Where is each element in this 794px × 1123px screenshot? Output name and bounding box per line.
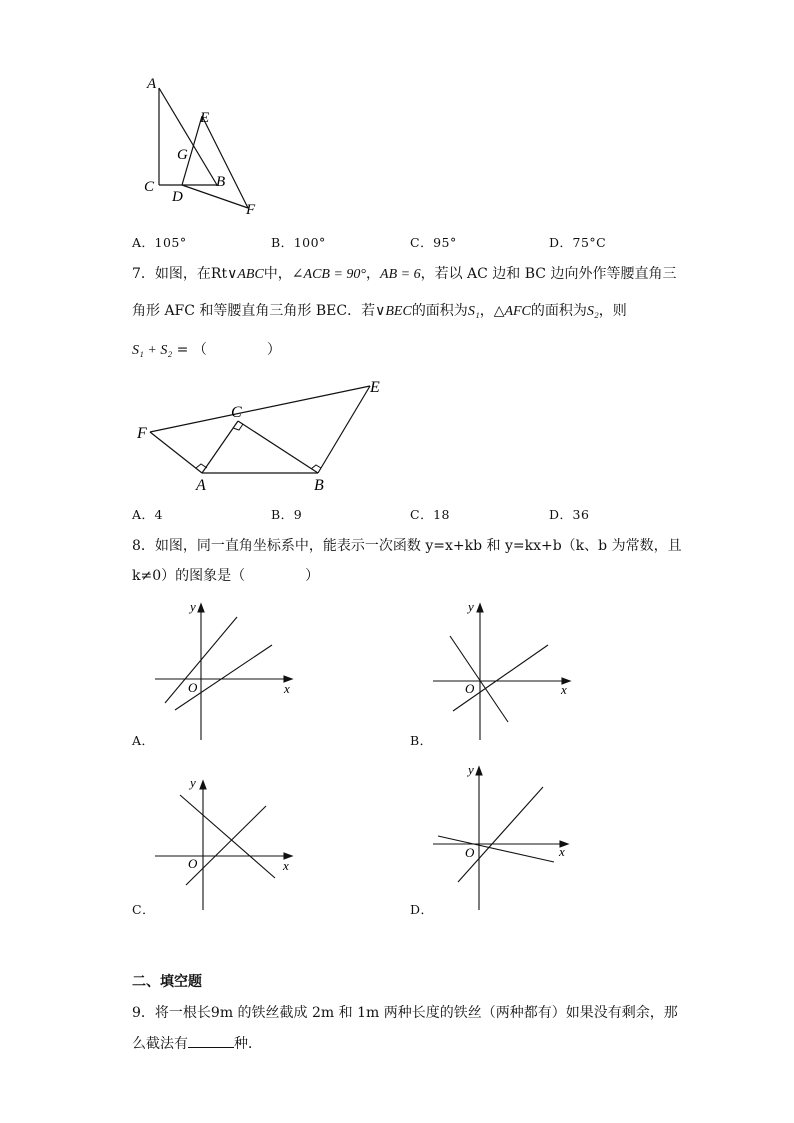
y-label: y bbox=[468, 762, 474, 777]
x-label: x bbox=[283, 858, 289, 873]
section-heading: 二、填空题 bbox=[132, 974, 202, 990]
q8-option-c-label: C． bbox=[132, 902, 156, 917]
q7-stem-line3: S₁ + S₂ = （ ） bbox=[132, 342, 281, 358]
label-e: E bbox=[200, 110, 210, 126]
label-d: D bbox=[172, 189, 183, 205]
right-angle-mark-a bbox=[196, 464, 207, 468]
label-f: F bbox=[137, 425, 147, 442]
origin-label: O bbox=[188, 856, 198, 871]
label-b: B bbox=[216, 174, 226, 190]
q7-stem-line1: 7．如图，在Rt∨ABC中，∠ACB = 90°，AB = 6，若以 AC 边和 BC 边向外作等腰直角三 bbox=[132, 266, 677, 282]
label-a: A bbox=[147, 76, 157, 92]
x-label: x bbox=[561, 682, 567, 697]
q8-graph-a bbox=[150, 595, 300, 745]
q8-graph-c bbox=[150, 770, 300, 915]
right-angle-mark-b bbox=[311, 465, 321, 469]
q6-option-b: B．100° bbox=[271, 235, 326, 250]
origin-label: O bbox=[465, 681, 475, 696]
q6-figure bbox=[130, 70, 270, 220]
q6-option-c: C．95° bbox=[410, 235, 457, 250]
label-b: B bbox=[314, 477, 324, 494]
origin-label: O bbox=[188, 680, 198, 695]
label-f: F bbox=[246, 202, 256, 218]
label-c: C bbox=[231, 404, 242, 421]
segment-be bbox=[318, 386, 370, 473]
label-a: A bbox=[196, 477, 206, 494]
q7-stem-line2: 角形 AFC 和等腰直角三角形 BEC．若∨BEC的面积为S₁，△AFC的面积为S₂，则 bbox=[132, 303, 627, 319]
label-g: G bbox=[177, 147, 188, 163]
q7-option-c: C．18 bbox=[410, 507, 450, 522]
y-axis-arrow bbox=[477, 604, 483, 612]
origin-label: O bbox=[465, 845, 475, 860]
q9-stem-line1: 9．将一根长9m 的铁丝截成 2m 和 1m 两种长度的铁丝（两种都有）如果没有剩余，那 bbox=[132, 1005, 678, 1021]
q7-option-d: D．36 bbox=[549, 507, 590, 522]
y-axis-arrow bbox=[200, 781, 206, 789]
line-1 bbox=[458, 787, 543, 882]
q8-option-d-label: D． bbox=[410, 902, 434, 917]
q6-option-a: A．105° bbox=[132, 235, 187, 250]
line-2 bbox=[453, 645, 548, 711]
line-2 bbox=[186, 806, 266, 885]
segment-cb bbox=[238, 421, 318, 473]
segment-fa bbox=[150, 432, 202, 473]
line-2 bbox=[175, 645, 272, 710]
q8-stem-line2: k≠0）的图象是（ ） bbox=[132, 568, 320, 584]
x-label: x bbox=[284, 681, 290, 696]
segment-ab bbox=[159, 88, 217, 185]
q8-graph-d bbox=[428, 760, 578, 915]
q6-option-d: D．75°C bbox=[549, 235, 607, 250]
segment-fe bbox=[150, 386, 370, 432]
q7-option-b: B．9 bbox=[271, 507, 303, 522]
answer-blank[interactable] bbox=[188, 1033, 234, 1048]
y-axis-arrow bbox=[476, 767, 482, 775]
q8-option-b-label: B． bbox=[410, 733, 433, 748]
y-label: y bbox=[190, 599, 196, 614]
y-label: y bbox=[468, 599, 474, 614]
q8-stem-line1: 8．如图，同一直角坐标系中，能表示一次函数 y=x+kb 和 y=kx+b（k、b 为常数，且 bbox=[132, 538, 682, 554]
segment-ac bbox=[202, 421, 238, 473]
y-axis-arrow bbox=[198, 604, 204, 612]
label-e: E bbox=[370, 379, 380, 396]
y-label: y bbox=[190, 775, 196, 790]
q8-graph-b bbox=[428, 595, 578, 745]
q9-stem-line2: 么截法有 种． bbox=[132, 1033, 262, 1054]
label-c: C bbox=[144, 179, 155, 195]
q8-option-a-label: A． bbox=[132, 733, 155, 748]
q7-option-a: A．4 bbox=[132, 507, 163, 522]
x-label: x bbox=[559, 844, 565, 859]
q7-figure bbox=[130, 372, 400, 497]
